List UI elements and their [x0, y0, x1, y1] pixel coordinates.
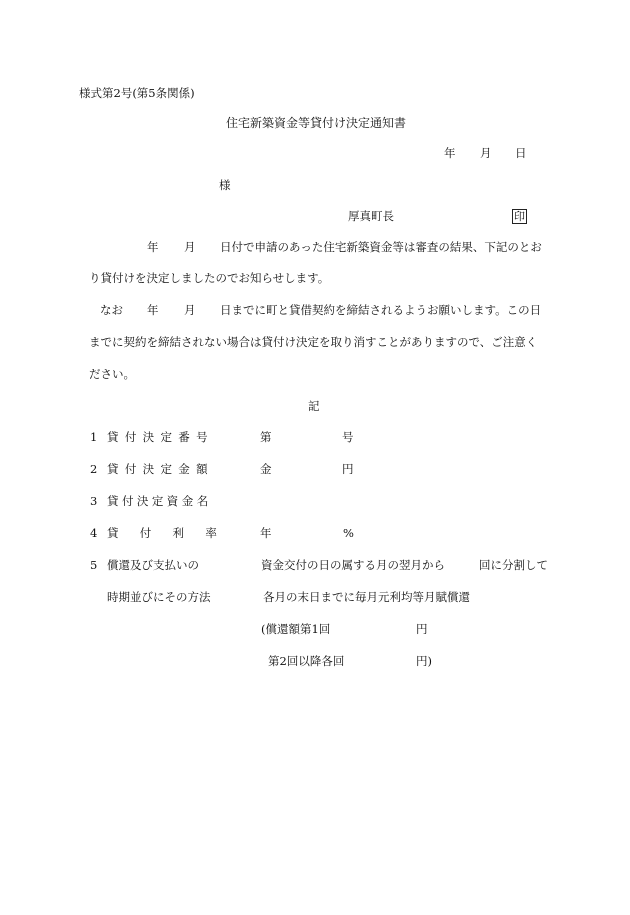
p2-year: 年 — [147, 303, 159, 317]
item-5-line4b: 円) — [416, 654, 432, 668]
item-5-label: 償還及び支払いの — [107, 558, 199, 572]
form-label: 様式第2号(第5条関係) — [79, 86, 195, 100]
item-1-number: 1 — [90, 430, 98, 444]
issuer-name: 厚真町長 — [348, 209, 394, 223]
item-5-line1a: 資金交付の日の属する月の翌月から — [261, 558, 445, 572]
seal-mark: 印 — [514, 210, 525, 223]
item-3-label: 貸付決定資金名 — [107, 494, 212, 508]
p2-text: 日までに町と貸借契約を締結されるようお願いします。この日 — [220, 303, 542, 317]
item-5-label2: 時期並びにその方法 — [107, 590, 211, 604]
item-1-col2: 号 — [342, 430, 354, 444]
item-5-line3b: 円 — [416, 622, 428, 636]
addressee-suffix: 様 — [219, 178, 231, 192]
item-5-line4a: 第2回以降各回 — [268, 654, 345, 668]
item-5-number: 5 — [90, 558, 98, 572]
p1-continuation: り貸付けを決定しましたのでお知らせします。 — [89, 271, 330, 285]
document-title: 住宅新築資金等貸付け決定通知書 — [226, 116, 407, 130]
item-4-col2: % — [343, 526, 354, 540]
item-3-number: 3 — [90, 494, 98, 508]
item-1-label: 貸付決定番号 — [107, 430, 214, 444]
p2-continuation-1: までに契約を締結されない場合は貸付け決定を取り消すことがありますので、ご注意く — [89, 335, 538, 349]
date-year: 年 — [444, 146, 456, 160]
item-2-col1: 金 — [260, 462, 272, 476]
p1-month: 月 — [184, 240, 196, 254]
item-4-number: 4 — [90, 526, 98, 540]
date-month: 月 — [480, 146, 492, 160]
item-5-line3a: (償還額第1回 — [261, 622, 331, 636]
item-1-col1: 第 — [260, 430, 272, 444]
item-4-col1: 年 — [260, 526, 272, 540]
item-5-line1b: 回に分割して — [479, 558, 548, 572]
item-5-line2: 各月の末日までに毎月元利均等月賦償還 — [263, 590, 470, 604]
p2-nao: なお — [100, 303, 123, 317]
date-day: 日 — [515, 146, 527, 160]
p1-year: 年 — [147, 240, 159, 254]
p2-continuation-2: ださい。 — [89, 367, 135, 381]
p1-text: 日付で申請のあった住宅新築資金等は審査の結果、下記のとお — [220, 240, 542, 254]
item-4-label: 貸付利率 — [107, 526, 239, 540]
item-2-number: 2 — [90, 462, 98, 476]
ki-heading: 記 — [308, 399, 320, 413]
p2-month: 月 — [184, 303, 196, 317]
item-2-label: 貸付決定金額 — [107, 462, 214, 476]
item-2-col2: 円 — [342, 462, 354, 476]
